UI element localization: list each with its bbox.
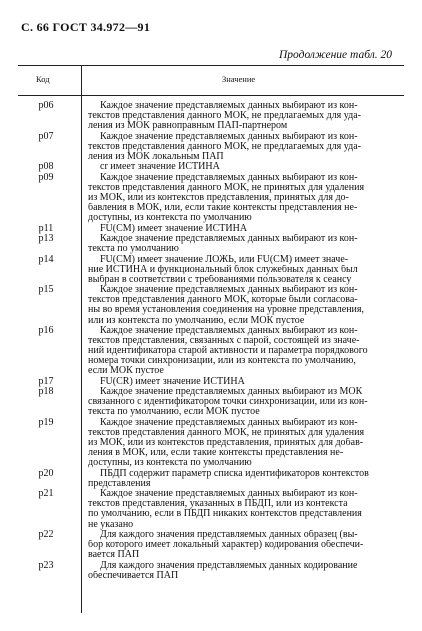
row-value-line: Каждое значение представляемых данных выбирают из кон- (100, 101, 358, 111)
row-value-line: доступны, из контекста по умолчанию (88, 458, 252, 469)
row-value-line: представления (88, 478, 151, 489)
row-code: p18 (38, 386, 54, 398)
row-value-line: Каждое значение представляемых данных выбирают из кон- (100, 418, 358, 429)
row-value (88, 326, 404, 376)
row-value-line: ние ИСТИНА и функциональный блок служебных данных был (88, 264, 358, 275)
row-value (88, 173, 404, 223)
row-code: p13 (38, 233, 54, 245)
row-value-line: не указано (88, 519, 134, 530)
row-code: p16 (38, 325, 54, 337)
row-value (88, 377, 404, 387)
row-code: p15 (38, 284, 54, 296)
row-value-line: доступны, из контекста по умолчанию (88, 213, 252, 224)
row-value-line: выбран в соответствии с требованиями пользователя к сеансу (88, 274, 352, 285)
row-value-line: бор которого имеет локальный характер) кодирования обеспечи- (88, 540, 364, 551)
row-value (88, 469, 404, 489)
row-value-line: текстов представления данного МОК, не принятых для удаления (88, 182, 365, 193)
row-code: p22 (38, 529, 54, 541)
row-value-line: ления в МОК, или, если такие контексты представления не- (88, 448, 344, 459)
row-code: p09 (38, 171, 54, 183)
row-value (88, 255, 404, 285)
row-value-line: ления из МОК равноправным ПАП-партнером (88, 121, 288, 132)
row-code: p07 (38, 130, 54, 142)
row-value-line: Каждое значение представляемых данных выбирают из кон- (100, 285, 358, 296)
row-value (88, 489, 404, 529)
row-value-line: Для каждого значения представляемых данных образец (вы- (100, 530, 358, 541)
row-code: p19 (38, 417, 54, 429)
table-column-divider (81, 65, 82, 613)
row-value-line: текста по умолчанию (88, 244, 179, 255)
row-value-line: из МОК, или из контекстов представления, принятых для добав- (88, 438, 364, 449)
row-value-line: текстов представления, связанных с парой, состоящей из значе- (88, 336, 360, 347)
row-value-line: Для каждого значения представляемых данных кодирование (100, 560, 358, 571)
row-value-line: текстов представления данного МОК, не предлагаемых для уда- (88, 141, 362, 152)
row-code: p17 (38, 375, 54, 387)
row-value-line: FU(CM) имеет значение ЛОЖЬ, или FU(CM) имеет значе- (100, 254, 349, 265)
row-value (88, 418, 404, 468)
row-value-line: связанного с идентификатором точки синхронизации, или из кон- (88, 397, 368, 408)
row-value-line: если МОК пустое (88, 366, 164, 377)
row-value-line: Каждое значение представляемых данных выбирают из кон- (100, 234, 358, 245)
row-value-line: текстов представления данного МОК, не предлагаемых для уда- (88, 111, 362, 122)
row-value (88, 561, 404, 581)
row-code: p21 (38, 488, 54, 500)
row-code: p06 (38, 100, 54, 111)
row-value-line: обеспечивается ПАП (88, 570, 179, 581)
row-code: p11 (38, 222, 54, 234)
row-value-line: или из контекста по умолчанию, если МОК пустое (88, 315, 305, 326)
row-value-line: номера точки синхронизации, или из контекста по умолчанию, (88, 356, 356, 367)
row-value-line: Каждое значение представляемых данных выбирают из кон- (100, 326, 358, 337)
row-value-line: текста по умолчанию, если МОК пустое (88, 407, 260, 418)
row-value-line: Каждое значение представляемых данных выбирают из кон- (100, 172, 358, 183)
row-value (88, 530, 404, 560)
column-header-code: Код (36, 74, 50, 84)
row-value (88, 162, 404, 172)
row-value-line: cr имеет значение ИСТИНА (100, 162, 220, 173)
row-value-line: текстов представления данного МОК, которые были согласова- (88, 295, 358, 306)
row-value (88, 387, 404, 417)
row-value-line: из МОК, или из контекстов представления, принятых для до- (88, 192, 349, 203)
row-value (88, 101, 404, 131)
row-value-line: Каждое значение представляемых данных выбирают из кон- (100, 489, 358, 500)
row-code: p20 (38, 467, 54, 479)
row-value (88, 285, 404, 325)
row-value (88, 132, 404, 162)
row-value-line: FU(CR) имеет значение ИСТИНА (100, 376, 245, 387)
table-top-rule (18, 65, 404, 66)
row-code: p14 (38, 253, 54, 265)
row-value-line: ления из МОК локальным ПАП (88, 151, 224, 162)
row-value (88, 224, 404, 234)
row-value-line: Каждое значение представляемых данных выбирают из кон- (100, 131, 358, 142)
row-code: p08 (38, 161, 54, 173)
column-header-value: Значение (222, 74, 256, 84)
table-header-rule (18, 95, 404, 96)
row-value (88, 234, 404, 254)
row-value-line: бавления в МОК, или, если такие контексты представления не- (88, 203, 358, 214)
row-value-line: текстов представления, указанных в ПБДП, или из контекста (88, 499, 348, 510)
row-value-line: ны во время установления соединения на уровне представления, (88, 305, 364, 316)
row-value-line: ПБДП содержит параметр списка идентификаторов контекстов (100, 468, 369, 479)
page-header: С. 66 ГОСТ 34.972—91 (21, 20, 151, 34)
row-value-line: текстов представления данного МОК, не принятых для удаления (88, 428, 365, 439)
row-value-line: ний идентификатора старой активности и параметра порядкового (88, 346, 368, 357)
table-continuation-caption: Продолжение табл. 20 (279, 49, 392, 61)
row-code: p23 (38, 559, 54, 571)
row-value-line: FU(CM) имеет значение ИСТИНА (100, 223, 248, 234)
row-value-line: Каждое значение представляемых данных выбирают из МОК (100, 387, 363, 398)
row-value-line: вается ПАП (88, 550, 140, 561)
row-value-line: по умолчанию, если в ПБДП никаких контекстов представления (88, 509, 362, 520)
